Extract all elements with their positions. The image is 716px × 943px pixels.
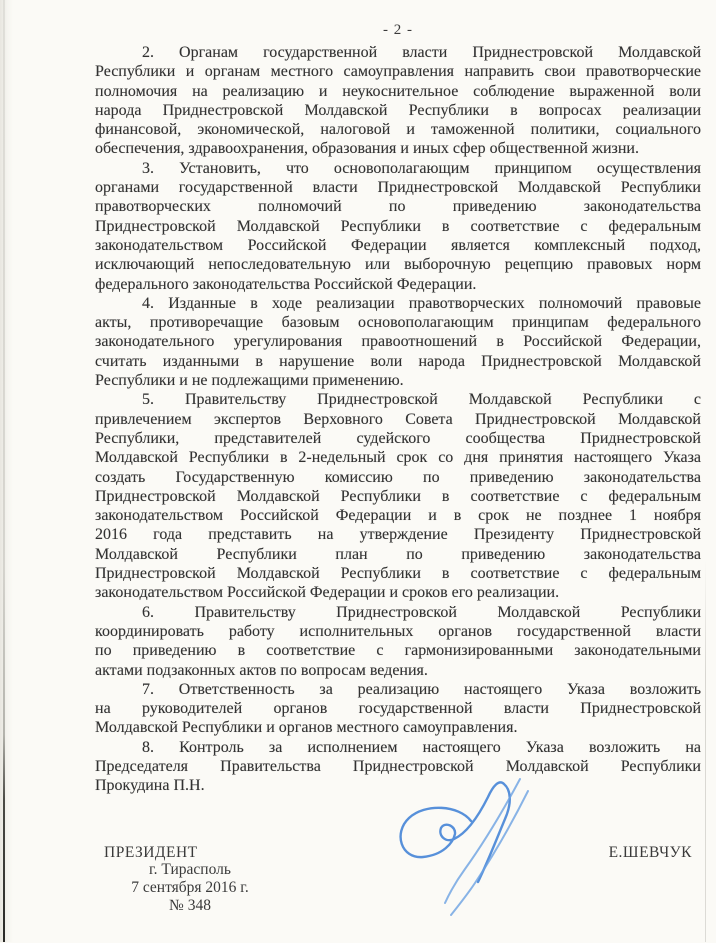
- paragraph: [95, 390, 701, 602]
- paragraph: [95, 603, 701, 680]
- scan-edge-left: [3, 0, 5, 942]
- text-line: 2. Органам государственной власти Приднестровской Молдавской: [142, 44, 701, 61]
- text-line: Молдавской Республики в 2-недельный срок со дня принятия настоящего Указа: [95, 449, 701, 467]
- text-line: считать изданными в нарушение воли народа Приднестровской Молдавской: [95, 352, 701, 370]
- text-line: 6. Правительству Приднестровской Молдавской Республики: [142, 603, 701, 621]
- text-line: Прокудина П.Н.: [95, 777, 205, 795]
- text-line: на руководителей органов государственной власти Приднестровской: [95, 700, 701, 718]
- text-line: исключающий непоследовательную или выборочную рецепцию правовых норм: [95, 256, 701, 274]
- text-line: Приднестровской Молдавской Республики в соответствие с федеральным: [95, 565, 701, 583]
- text-line: федерального законодательства Российской Федерации.: [95, 275, 477, 293]
- text-line: Республики и не подлежащими применению.: [95, 372, 404, 390]
- decree-body: [95, 43, 701, 796]
- text-line: 7. Ответственность за реализацию настоящего Указа возложить: [142, 680, 701, 698]
- text-line: законодательством Российской Федерации является комплексный подход,: [95, 236, 701, 254]
- signature-ink-icon: [393, 771, 558, 943]
- page-number: - 2 -: [383, 22, 413, 38]
- text-line: законодательством Российской Федерации и сроков его реализации.: [95, 584, 560, 602]
- signature-place: г. Тирасполь: [149, 861, 231, 878]
- signer-name: Е.ШЕВЧУК: [608, 844, 692, 861]
- text-line: создать Государственную комиссию по приведению законодательства: [95, 468, 701, 486]
- president-title: ПРЕЗИДЕНТ: [104, 844, 198, 861]
- text-line: 5. Правительству Приднестровской Молдавской Республики с: [142, 391, 701, 409]
- text-line: финансовой, экономической, налоговой и таможенной политики, социального: [95, 121, 701, 139]
- text-line: Молдавской Республики и органов местного самоуправления.: [95, 719, 518, 737]
- text-line: правотворческих полномочий по приведению законодательства: [95, 198, 701, 216]
- text-line: Республики, представителей судейского сообщества Приднестровской: [95, 429, 701, 447]
- text-line: Председателя Правительства Приднестровской Молдавской Республики: [95, 757, 701, 775]
- text-line: народа Приднестровской Молдавской Республики в вопросах реализации: [95, 101, 701, 119]
- decree-number: № 348: [169, 897, 211, 915]
- text-line: привлечением экспертов Верховного Совета Приднестровской Молдавской: [95, 410, 701, 428]
- text-line: 3. Установить, что основополагающим принципом осуществления: [142, 159, 701, 177]
- text-line: координировать работу исполнительных органов государственной власти: [95, 622, 701, 640]
- text-line: полномочия на реализацию и неукоснительное соблюдение выраженной воли: [95, 82, 701, 100]
- signature-date: 7 сентября 2016 г.: [131, 879, 249, 897]
- signature-meta: [100, 861, 280, 916]
- text-line: законодательного урегулирования правоотношений в Российской Федерации,: [95, 333, 701, 351]
- text-line: 4. Изданные в ходе реализации правотворческих полномочий правовые: [142, 294, 701, 312]
- text-line: акты, противоречащие базовым основополагающим принципам федерального: [95, 314, 701, 332]
- text-line: Республики и органам местного самоуправления направить свои правотворческие: [95, 63, 701, 81]
- scan-edge-right: [705, 560, 706, 942]
- text-line: 2016 года представить на утверждение Президенту Приднестровской: [95, 526, 701, 544]
- paragraph: [95, 159, 701, 294]
- text-line: актами подзаконных актов по вопросам ведения.: [95, 661, 428, 679]
- text-line: обеспечения, здравоохранения, образования и иных сфер общественной жизни.: [95, 140, 639, 158]
- text-line: Приднестровской Молдавской Республики в соответствие с федеральным: [95, 487, 701, 505]
- text-line: Приднестровской Молдавской Республики в соответствие с федеральным: [95, 217, 701, 235]
- text-line: по приведению в соответствие с гармонизированными законодательными: [95, 642, 701, 660]
- text-line: Молдавской Республики план по приведению законодательства: [95, 545, 701, 563]
- text-line: законодательством Российской Федерации и в срок не позднее 1 ноября: [95, 507, 701, 525]
- text-line: органами государственной власти Приднестровской Молдавской Республики: [95, 179, 701, 197]
- text-line: 8. Контроль за исполнением настоящего Указа возложить на: [142, 738, 701, 756]
- paragraph: [95, 294, 701, 390]
- paragraph: [95, 680, 701, 738]
- paragraph: [95, 43, 701, 159]
